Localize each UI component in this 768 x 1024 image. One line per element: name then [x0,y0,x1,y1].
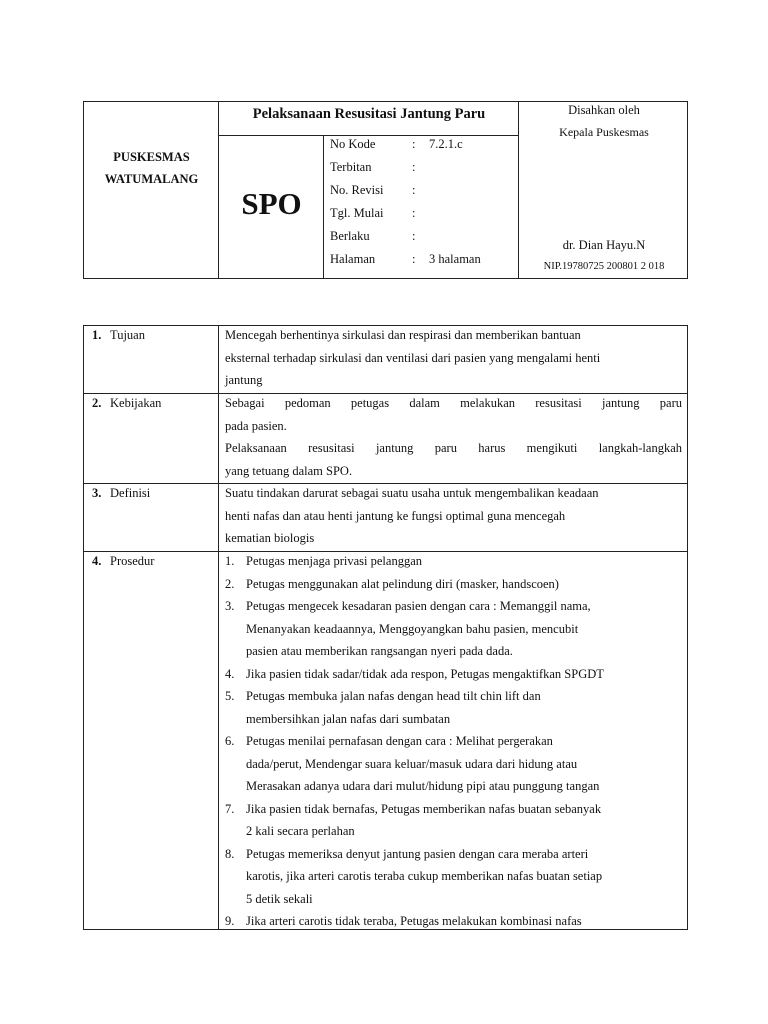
step-number: 7. [225,801,235,816]
meta-sep: : [412,206,416,220]
organization-line: WATUMALANG [104,172,199,186]
step-number: 2. [225,576,235,591]
text-line: dada/perut, Mendengar suara keluar/masuk udara dari hidung atau [246,756,578,771]
step-number: 5. [225,689,235,703]
text-line: Petugas memeriksa denyut jantung pasien dengan cara meraba arteri [246,846,589,861]
section-label-prosedur [92,554,154,569]
text-line: Mencegah berhentinya sirkulasi dan respirasi dan memberikan bantuan [225,328,581,342]
section-title: Prosedur [110,554,155,568]
step-number: 4. [225,666,235,681]
text-line: Suatu tindakan darurat sebagai suatu usaha untuk mengembalikan keadaan [225,486,599,500]
meta-sep: : [412,229,416,243]
text-line: 5 detik sekali [246,891,313,906]
text-line: eksternal terhadap sirkulasi dan ventilasi dari pasien yang mengalami henti [225,350,601,365]
text-line: Merasakan adanya udara dari mulut/hidung pipi atau punggung tangan [246,779,600,793]
section-label-kebijakan [92,396,161,411]
section-body-kebijakan [225,392,682,482]
divider [218,135,518,136]
meta-key: Halaman [330,252,376,266]
text-line: karotis, jika arteri carotis teraba cukup memberikan nafas buatan setiap [246,869,603,883]
section-number: 1. [92,328,102,342]
meta-key: Tgl. Mulai [330,206,384,220]
meta-sep: : [412,137,416,151]
content-table [83,325,688,930]
section-number: 2. [92,396,102,410]
section-number: 4. [92,554,102,568]
text-line: kematian biologis [225,531,315,545]
text-line: Jika pasien tidak sadar/tidak ada respon, Petugas mengaktifkan SPGDT [246,666,604,681]
meta-sep: : [412,160,416,174]
text-line: 2 kali secara perlahan [246,824,355,838]
approver-name: dr. Dian Hayu.N [562,238,646,252]
approver-nip: NIP.19780725 200801 2 018 [543,261,665,272]
meta-sep: : [412,183,416,197]
meta-value: 3 halaman [429,252,481,266]
text-line: jantung [225,373,263,387]
section-label-tujuan [92,328,145,343]
organization-name [84,146,219,190]
section-title: Definisi [110,486,151,500]
step-number: 9. [225,914,235,928]
step-number: 1. [225,554,235,568]
text-line: Jika pasien tidak bernafas, Petugas memberikan nafas buatan sebanyak [246,801,602,816]
text-line: henti nafas dan atau henti jantung ke fungsi optimal guna mencegah [225,508,566,523]
text-line: pasien atau memberikan rangsangan nyeri pada dada. [246,644,513,658]
organization-line: PUSKESMAS [113,150,190,164]
step-number: 8. [225,846,235,861]
text-line: Pelaksanaan resusitasi jantung paru harus mengikuti langkah-langkah [225,441,682,455]
text-line: Petugas menggunakan alat pelindung diri (masker, handscoen) [246,576,559,591]
meta-key: Berlaku [330,229,370,243]
meta-key: No Kode [330,137,376,151]
text-line: Petugas membuka jalan nafas dengan head tilt chin lift dan [246,689,541,703]
text-line: yang tetuang dalam SPO. [225,463,353,478]
text-line: membersihkan jalan nafas dari sumbatan [246,711,451,726]
section-body-tujuan [225,324,682,392]
divider [218,326,219,929]
meta-sep: : [412,252,416,266]
meta-value: 7.2.1.c [429,137,463,151]
text-line: Menanyakan keadaannya, Menggoyangkan bahu pasien, mencubit [246,621,579,636]
approval-position: Kepala Puskesmas [559,125,649,139]
approval-label: Disahkan oleh [568,103,640,117]
meta-key: No. Revisi [330,183,384,197]
step-number: 6. [225,734,235,748]
document-title: Pelaksanaan Resusitasi Jantung Paru [252,106,486,122]
text-line: Petugas menjaga privasi pelanggan [246,554,422,568]
section-label-definisi [92,486,150,501]
section-title: Kebijakan [110,396,162,410]
section-body-definisi [225,482,682,550]
step-number: 3. [225,599,235,613]
meta-key: Terbitan [330,160,372,174]
section-title: Tujuan [110,328,145,342]
text-line: Sebagai pedoman petugas dalam melakukan resusitasi jantung paru [225,396,682,410]
text-line: Jika arteri carotis tidak teraba, Petugas melakukan kombinasi nafas [246,914,582,928]
section-number: 3. [92,486,102,500]
text-line: Petugas menilai pernafasan dengan cara : Melihat pergerakan [246,734,553,748]
document-type: SPO [241,186,302,221]
header-table [83,101,688,279]
text-line: pada pasien. [225,418,287,433]
text-line: Petugas mengecek kesadaran pasien dengan cara : Memanggil nama, [246,599,591,613]
